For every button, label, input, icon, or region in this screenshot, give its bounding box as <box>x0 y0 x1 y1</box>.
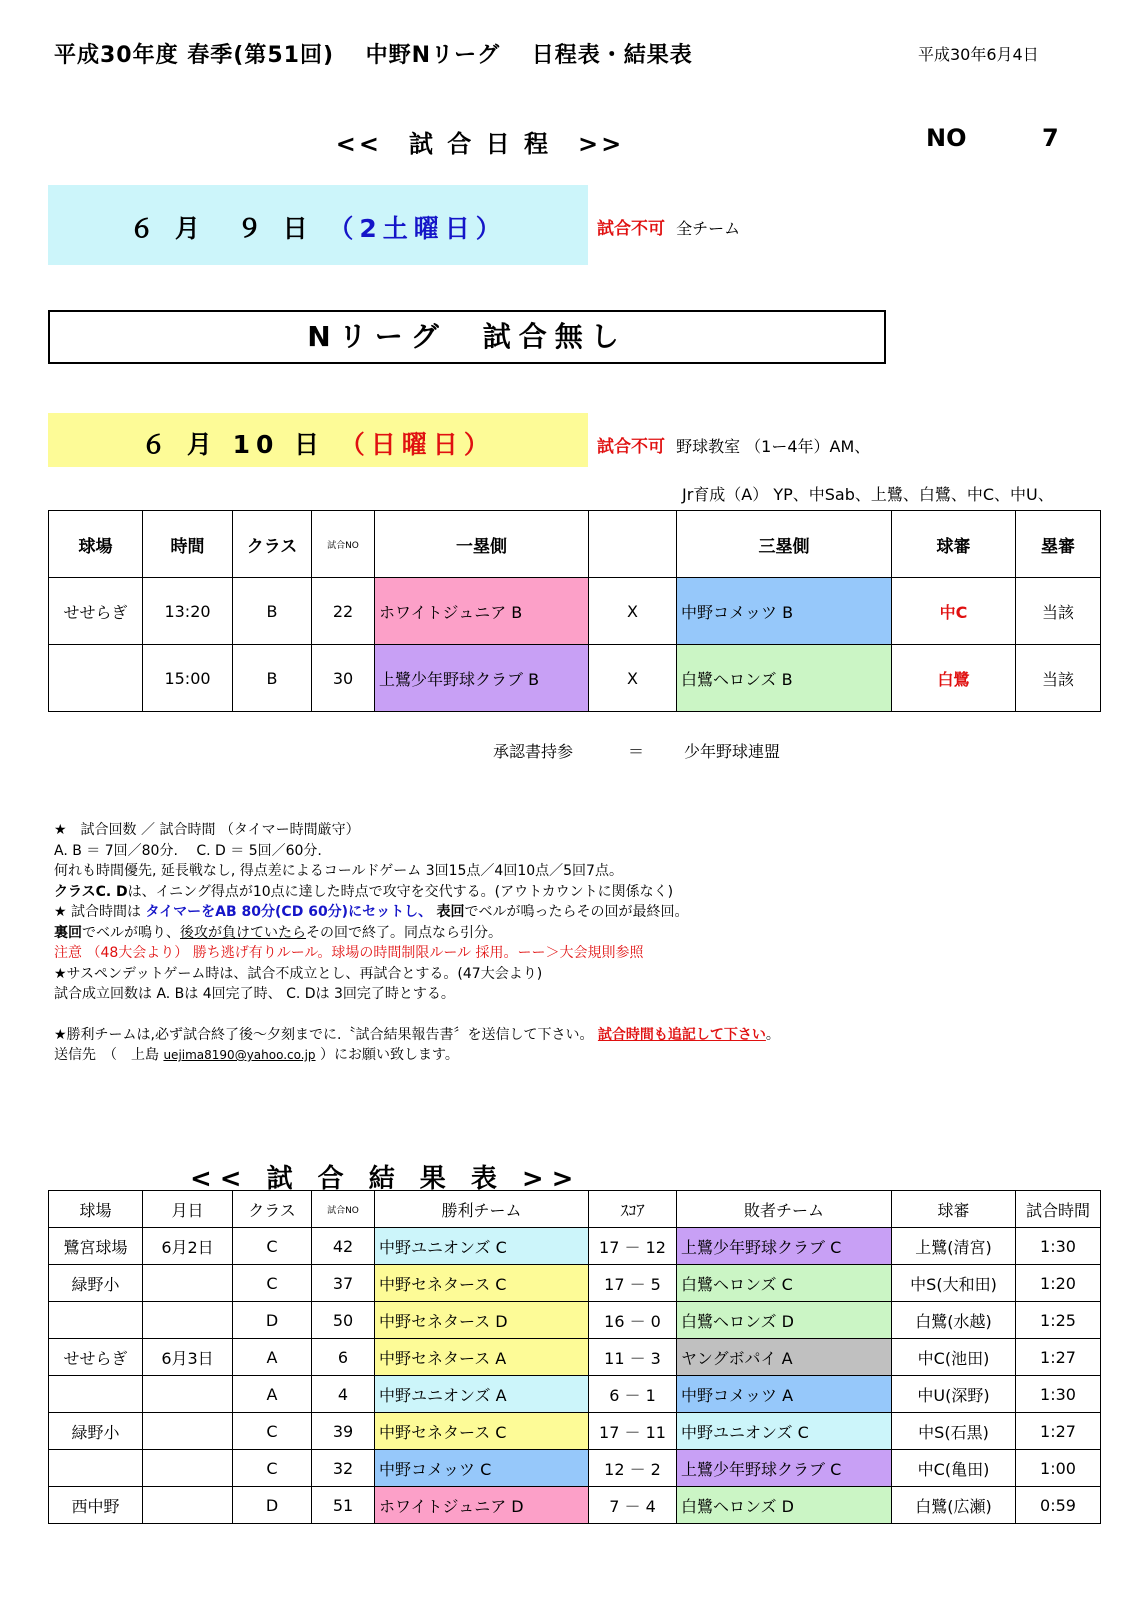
day1-unavailable <box>597 214 740 239</box>
result-score: 12 － 2 <box>589 1450 677 1487</box>
schedule-class: B <box>233 645 312 712</box>
result-row <box>49 1450 1101 1487</box>
results-header-date: 月日 <box>143 1191 233 1228</box>
day2-unavailable-text2: Jr育成（A） YP、中Sab、上鷺、白鷺、中C、中U、 <box>682 485 1054 504</box>
note-line <box>54 1025 780 1046</box>
result-class: C <box>233 1450 312 1487</box>
result-duration: 1:00 <box>1016 1450 1101 1487</box>
day2-weekday: 日曜日 <box>370 430 464 459</box>
result-date <box>143 1450 233 1487</box>
result-game-no: 32 <box>312 1450 375 1487</box>
schedule-class: B <box>233 578 312 645</box>
result-game-no: 4 <box>312 1376 375 1413</box>
schedule-header-first-base: 一塁側 <box>375 511 589 578</box>
result-row <box>49 1376 1101 1413</box>
note-top-inning: 表回 <box>436 904 465 920</box>
result-duration: 1:30 <box>1016 1376 1101 1413</box>
result-umpire: 中S(大和田) <box>892 1265 1016 1302</box>
result-umpire: 中C(池田) <box>892 1339 1016 1376</box>
document-date: 平成30年6月4日 <box>918 45 1039 64</box>
result-duration: 1:25 <box>1016 1302 1101 1339</box>
note-line: 試合成立回数は A. Bは 4回完了時、 C. Dは 3回完了時とする。 <box>54 986 455 1002</box>
result-umpire: 中S(石黒) <box>892 1413 1016 1450</box>
approval-equals: ＝ <box>628 742 645 761</box>
schedule-umpire: 中C <box>892 578 1016 645</box>
document-title: 平成30年度 春季(第51回) 中野Nリーグ 日程表・結果表 <box>54 43 693 68</box>
schedule-no-value: 7 <box>1042 124 1059 152</box>
note-text: でベルが鳴ったらその回が最終回。 <box>464 904 689 920</box>
result-field: せせらぎ <box>49 1339 143 1376</box>
result-loser: 上鷺少年野球クラブ C <box>677 1228 892 1265</box>
day2-unavailable-label: 試合不可 <box>597 437 665 457</box>
note-warning: 注意 （48大会より） 勝ち逃げ有りルール。球場の時間制限ルール 採用。ーー＞大会規則参照 <box>54 945 644 961</box>
results-table <box>48 1190 1101 1524</box>
schedule-header-class: クラス <box>233 511 312 578</box>
result-loser: ヤングボパイ A <box>677 1339 892 1376</box>
result-game-no: 6 <box>312 1339 375 1376</box>
result-duration: 1:27 <box>1016 1413 1101 1450</box>
results-header-winner: 勝利チーム <box>375 1191 589 1228</box>
result-field <box>49 1450 143 1487</box>
result-umpire: 中C(亀田) <box>892 1450 1016 1487</box>
result-game-no: 51 <box>312 1487 375 1524</box>
approval-label: 承認書持参 <box>493 742 574 761</box>
note-line: ★サスペンデットゲーム時は、試合不成立とし、再試合とする。(47大会より) <box>54 965 543 982</box>
rules-notes <box>54 820 780 1066</box>
result-winner: 中野ユニオンズ A <box>375 1376 589 1413</box>
result-duration: 1:20 <box>1016 1265 1101 1302</box>
result-winner: 中野セネタース C <box>375 1413 589 1450</box>
schedule-header-base-umpire: 塁審 <box>1016 511 1101 578</box>
result-score: 7 － 4 <box>589 1487 677 1524</box>
schedule-time: 15:00 <box>143 645 233 712</box>
note-line: 何れも時間優先, 延長戦なし, 得点差によるコールドゲーム 3回15点／4回10点／5回7点。 <box>54 863 623 879</box>
day2-unavailable-text: 野球教室 （1ー4年）AM、 <box>676 437 871 456</box>
day1-paren-close: ） <box>475 214 507 243</box>
result-winner: 中野セネタース C <box>375 1265 589 1302</box>
day1-banner <box>48 185 588 265</box>
day1-date: ６ 月 ９ 日 <box>129 214 314 243</box>
schedule-base-umpire: 当該 <box>1016 578 1101 645</box>
note-bottom-inning: 裏回 <box>54 924 82 941</box>
note-spacer <box>54 1005 780 1025</box>
schedule-time: 13:20 <box>143 578 233 645</box>
note-text: は、イニング得点が10点に達した時点で攻守を交代する。(アウトカウントに関係なく) <box>127 883 674 900</box>
result-field <box>49 1302 143 1339</box>
schedule-no-label: NO <box>926 124 967 152</box>
schedule-field <box>49 645 143 712</box>
schedule-header-umpire: 球審 <box>892 511 1016 578</box>
result-umpire: 上鷺(清宮) <box>892 1228 1016 1265</box>
result-class: D <box>233 1302 312 1339</box>
result-row <box>49 1413 1101 1450</box>
result-winner: 中野コメッツ C <box>375 1450 589 1487</box>
results-title: << 試 合 結 果 表 >> <box>190 1164 582 1194</box>
result-loser: 白鷺ヘロンズ C <box>677 1265 892 1302</box>
result-date <box>143 1413 233 1450</box>
result-winner: ホワイトジュニア D <box>375 1487 589 1524</box>
result-umpire: 白鷺(水越) <box>892 1302 1016 1339</box>
schedule-header-time: 時間 <box>143 511 233 578</box>
result-duration: 1:30 <box>1016 1228 1101 1265</box>
note-text: でベルが鳴り、 <box>82 924 180 941</box>
results-header-class: クラス <box>233 1191 312 1228</box>
email-link[interactable]: uejima8190@yahoo.co.jp <box>163 1048 316 1062</box>
day1-paren-open: （ <box>328 214 360 243</box>
result-score: 17 － 5 <box>589 1265 677 1302</box>
result-score: 16 － 0 <box>589 1302 677 1339</box>
note-text: ★ 試合時間は <box>54 904 146 920</box>
note-line: A. B ＝ 7回／80分. C. D ＝ 5回／60分. <box>54 842 322 859</box>
result-score: 17 － 12 <box>589 1228 677 1265</box>
result-date <box>143 1487 233 1524</box>
note-text: 送信先 （ 上島 <box>54 1047 164 1063</box>
result-game-no: 42 <box>312 1228 375 1265</box>
schedule-row <box>49 645 1101 712</box>
schedule-game-no: 30 <box>312 645 375 712</box>
schedule-first-team: 上鷺少年野球クラブ B <box>375 645 589 712</box>
result-field: 西中野 <box>49 1487 143 1524</box>
schedule-header-field: 球場 <box>49 511 143 578</box>
result-field: 緑野小 <box>49 1265 143 1302</box>
schedule-vs: X <box>589 645 677 712</box>
note-line <box>54 923 780 944</box>
schedule-header-third-base: 三塁側 <box>677 511 892 578</box>
result-loser: 上鷺少年野球クラブ C <box>677 1450 892 1487</box>
schedule-field: せせらぎ <box>49 578 143 645</box>
result-field <box>49 1376 143 1413</box>
result-game-no: 37 <box>312 1265 375 1302</box>
result-class: D <box>233 1487 312 1524</box>
result-class: C <box>233 1265 312 1302</box>
results-header-row <box>49 1191 1101 1228</box>
result-loser: 白鷺ヘロンズ D <box>677 1487 892 1524</box>
result-winner: 中野ユニオンズ C <box>375 1228 589 1265</box>
result-loser: 中野コメッツ A <box>677 1376 892 1413</box>
result-class: C <box>233 1228 312 1265</box>
results-header-field: 球場 <box>49 1191 143 1228</box>
result-field: 鷺宮球場 <box>49 1228 143 1265</box>
result-row <box>49 1302 1101 1339</box>
result-game-no: 39 <box>312 1413 375 1450</box>
schedule-header-row <box>49 511 1101 578</box>
note-add-time: 試合時間も追記して下さい <box>597 1026 766 1043</box>
note-timer: タイマーをAB 80分(CD 60分)にセットし、 <box>145 904 433 920</box>
result-row <box>49 1265 1101 1302</box>
result-winner: 中野セネタース A <box>375 1339 589 1376</box>
results-header-duration: 試合時間 <box>1016 1191 1101 1228</box>
result-row <box>49 1487 1101 1524</box>
note-class-cd: クラスC. D <box>54 883 128 900</box>
result-field: 緑野小 <box>49 1413 143 1450</box>
result-umpire: 中U(深野) <box>892 1376 1016 1413</box>
result-loser: 中野ユニオンズ C <box>677 1413 892 1450</box>
note-line: ★ 試合回数 ／ 試合時間 （タイマー時間厳守） <box>54 822 360 838</box>
result-date: 6月3日 <box>143 1339 233 1376</box>
result-date <box>143 1265 233 1302</box>
result-date <box>143 1302 233 1339</box>
result-row <box>49 1228 1101 1265</box>
schedule-umpire: 白鷺 <box>892 645 1016 712</box>
result-date <box>143 1376 233 1413</box>
note-line <box>54 882 780 903</box>
result-date: 6月2日 <box>143 1228 233 1265</box>
no-games-notice: Nリーグ 試合無し <box>48 310 886 364</box>
schedule-first-team: ホワイトジュニア B <box>375 578 589 645</box>
result-class: A <box>233 1339 312 1376</box>
day1-unavailable-text: 全チーム <box>676 219 741 238</box>
results-header-game-no: 試合NO <box>312 1191 375 1228</box>
results-header-loser: 敗者チーム <box>677 1191 892 1228</box>
result-row <box>49 1339 1101 1376</box>
schedule-third-team: 中野コメッツ B <box>677 578 892 645</box>
note-text: 。 <box>765 1026 780 1043</box>
schedule-header-game-no: 試合NO <box>312 511 375 578</box>
result-game-no: 50 <box>312 1302 375 1339</box>
result-duration: 0:59 <box>1016 1487 1101 1524</box>
note-line <box>54 1045 780 1066</box>
schedule-game-no: 22 <box>312 578 375 645</box>
result-loser: 白鷺ヘロンズ D <box>677 1302 892 1339</box>
results-header-score: ｽｺｱ <box>589 1191 677 1228</box>
note-text: ★勝利チームは,必ず試合終了後～夕刻までに.〝試合結果報告書〞を送信して下さい。 <box>54 1026 598 1043</box>
day2-unavailable <box>597 432 870 457</box>
result-winner: 中野セネタース D <box>375 1302 589 1339</box>
schedule-table <box>48 510 1101 712</box>
result-class: A <box>233 1376 312 1413</box>
schedule-header-vs <box>589 511 677 578</box>
schedule-vs: X <box>589 578 677 645</box>
result-class: C <box>233 1413 312 1450</box>
note-line <box>54 902 780 923</box>
schedule-third-team: 白鷺ヘロンズ B <box>677 645 892 712</box>
schedule-title: << 試 合 日 程 >> <box>335 130 625 158</box>
note-text: その回で終了。同点なら引分。 <box>306 924 502 941</box>
approval-value: 少年野球連盟 <box>684 742 781 761</box>
day2-banner <box>48 413 588 467</box>
day1-weekday: 2土曜日 <box>359 214 476 243</box>
day2-date: ６ 月 10 日 <box>141 430 326 459</box>
day1-unavailable-label: 試合不可 <box>597 219 665 239</box>
result-umpire: 白鷺(広瀬) <box>892 1487 1016 1524</box>
result-score: 6 － 1 <box>589 1376 677 1413</box>
day2-paren-close: ） <box>463 430 495 459</box>
day2-paren-open: （ <box>339 430 371 459</box>
result-score: 11 － 3 <box>589 1339 677 1376</box>
note-losing: 後攻が負けていたら <box>180 924 306 941</box>
results-header-umpire: 球審 <box>892 1191 1016 1228</box>
schedule-row <box>49 578 1101 645</box>
schedule-base-umpire: 当該 <box>1016 645 1101 712</box>
result-duration: 1:27 <box>1016 1339 1101 1376</box>
result-score: 17 － 11 <box>589 1413 677 1450</box>
note-text: ）にお願い致します。 <box>315 1047 459 1063</box>
